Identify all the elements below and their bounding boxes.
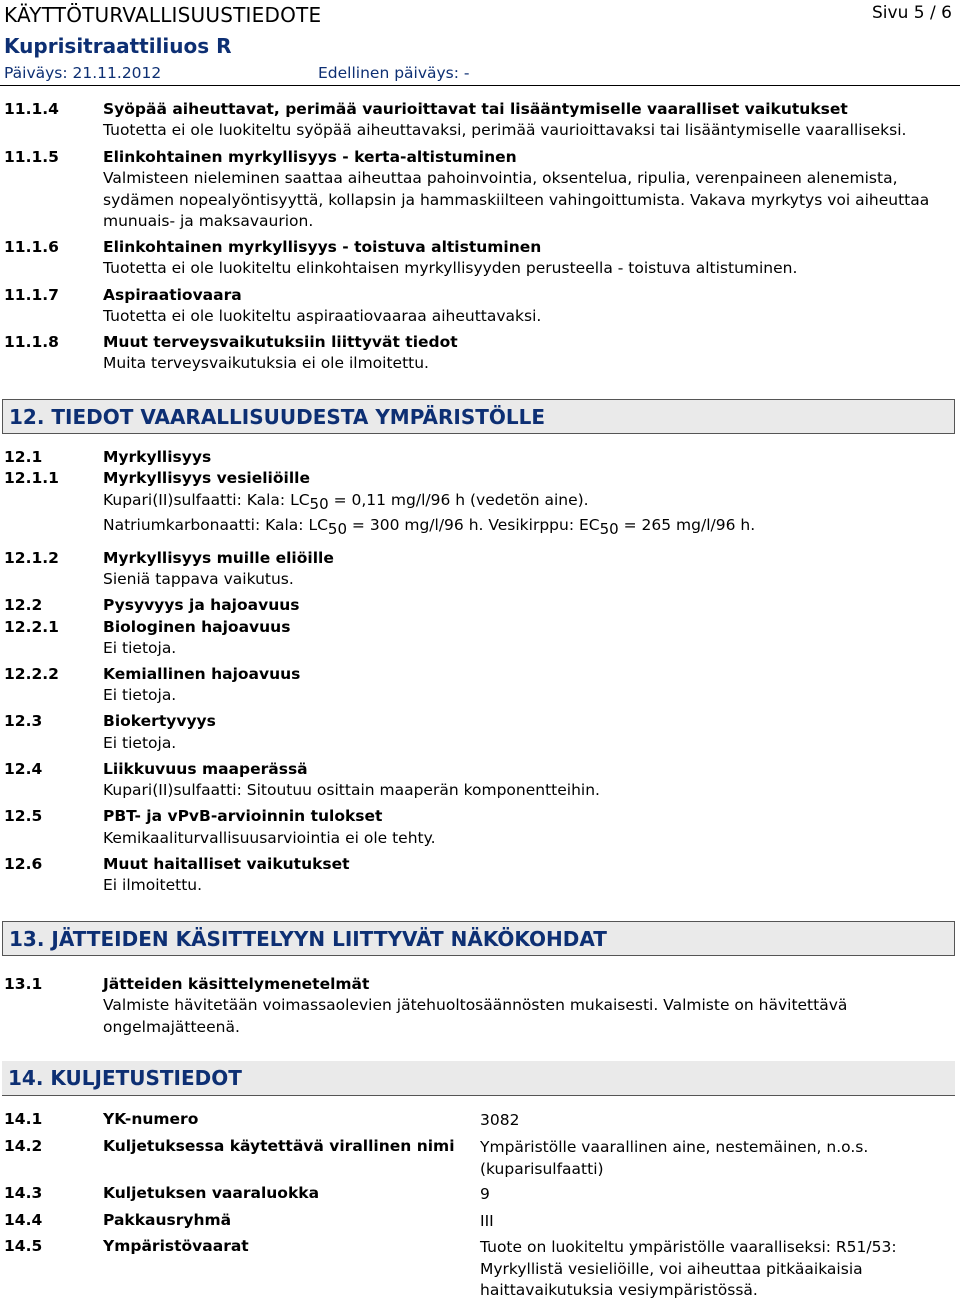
item-number: 12.1 [4,448,43,466]
product-name: Kuprisitraattiliuos R [4,34,232,58]
item-number: 12.2.1 [4,618,59,636]
item-title: Pysyvyys ja hajoavuus [103,596,300,614]
item-text: Ei tietoja. [103,686,177,704]
transport-row-number: 14.1 [4,1110,43,1128]
transport-row-number: 14.5 [4,1237,43,1255]
item-text: Tuotetta ei ole luokiteltu syöpää aiheuttavaksi, perimää vaurioittavaksi tai lisääntymiselle vaaralliseksi. [103,121,907,139]
transport-row-value: 3082 [480,1111,520,1129]
page-number: Sivu 5 / 6 [872,3,952,23]
transport-row-number: 14.3 [4,1184,43,1202]
section-12-heading: 12. TIEDOT VAARALLISUUDESTA YMPÄRISTÖLLE [2,399,955,434]
item-text: Tuotetta ei ole luokiteltu elinkohtaisen myrkyllisyyden perusteella - toistuva altistuminen. [103,259,798,277]
item-text: Ei tietoja. [103,639,177,657]
transport-row-label: Pakkausryhmä [103,1211,232,1229]
item-title: Jätteiden käsittelymenetelmät [103,975,370,993]
item-number: 12.2.2 [4,665,59,683]
item-text: Ei ilmoitettu. [103,876,203,894]
transport-row-label: Kuljetuksessa käytettävä virallinen nimi [103,1137,455,1155]
item-number: 11.1.4 [4,100,59,118]
item-text: Kemikaaliturvallisuusarviointia ei ole tehty. [103,829,436,847]
item-title: Muut terveysvaikutuksiin liittyvät tiedot [103,333,458,351]
toxicity-line-2: Natriumkarbonaatti: Kala: $LC_{50} = 300$ mg/l/96 h. Vesikirppu: $EC_{50} = 265$ mg/l/96 h. [103,516,756,538]
item-title: Kemiallinen hajoavuus [103,665,301,683]
section-13-heading: 13. JÄTTEIDEN KÄSITTELYYN LIITTYVÄT NÄKÖKOHDAT [2,921,955,956]
item-title: Myrkyllisyys vesieliöille [103,469,310,487]
previous-date: Edellinen päiväys: - [318,64,470,82]
item-number: 12.1.1 [4,469,59,487]
issue-date: Päiväys: 21.11.2012 [4,64,162,82]
transport-row-number: 14.2 [4,1137,43,1155]
item-number: 11.1.6 [4,238,59,256]
item-title: Myrkyllisyys [103,448,212,466]
item-text: Muita terveysvaikutuksia ei ole ilmoitettu. [103,354,429,372]
item-number: 12.1.2 [4,549,59,567]
item-title: Muut haitalliset vaikutukset [103,855,350,873]
item-text: Ei tietoja. [103,734,177,752]
item-title: Biologinen hajoavuus [103,618,291,636]
item-title: Elinkohtainen myrkyllisyys - toistuva altistuminen [103,238,542,256]
header-divider [0,85,960,86]
item-text: Tuotetta ei ole luokiteltu aspiraatiovaaraa aiheuttavaksi. [103,307,542,325]
item-number: 13.1 [4,975,43,993]
item-number: 12.2 [4,596,43,614]
item-title: Biokertyvyys [103,712,216,730]
transport-row-label: Kuljetuksen vaaraluokka [103,1184,320,1202]
transport-row-value: Ympäristölle vaarallinen aine, nestemäinen, n.o.s. (kuparisulfaatti) [480,1138,869,1178]
item-text: Sieniä tappava vaikutus. [103,570,294,588]
item-number: 12.5 [4,807,43,825]
transport-row-value: III [480,1212,494,1230]
item-number: 12.6 [4,855,43,873]
toxicity-line-1: Kupari(II)sulfaatti: Kala: $LC_{50} = 0,11$ mg/l/96 h (vedetön aine). [103,491,589,513]
item-title: Liikkuvuus maaperässä [103,760,308,778]
item-title: Myrkyllisyys muille eliöille [103,549,334,567]
transport-row-label: Ympäristövaarat [103,1237,249,1255]
item-number: 11.1.7 [4,286,59,304]
transport-row-value: Tuote on luokiteltu ympäristölle vaaralliseksi: R51/53: Myrkyllistä vesieliöille, voi aiheuttaa pitkäaikaisia haittavaikutuksia vesiympäristössä. [480,1238,897,1299]
item-number: 12.3 [4,712,43,730]
item-text: Valmiste hävitetään voimassaolevien jätehuoltosäännösten mukaisesti. Valmiste on hävitettävä ongelmajätteenä. [103,996,848,1036]
item-number: 12.4 [4,760,43,778]
item-title: Syöpää aiheuttavat, perimää vaurioittavat tai lisääntymiselle vaaralliset vaikutukset [103,100,848,118]
item-number: 11.1.5 [4,148,59,166]
item-title: Elinkohtainen myrkyllisyys - kerta-altistuminen [103,148,517,166]
transport-row-label: YK-numero [103,1110,199,1128]
item-title: Aspiraatiovaara [103,286,242,304]
item-title: PBT- ja vPvB-arvioinnin tulokset [103,807,383,825]
item-text: Valmisteen nieleminen saattaa aiheuttaa pahoinvointia, oksentelua, ripulia, verenpaineen alenemista, sydämen nopealyöntisyyttä, kollapsin ja hammaskiilteen vahingoittumista. Vakava myrkytys voi aiheuttaa munuais- ja maksavaurion. [103,169,930,230]
transport-row-value: 9 [480,1185,490,1203]
item-number: 11.1.8 [4,333,59,351]
document-title: KÄYTTÖTURVALLISUUSTIEDOTE [4,3,322,27]
item-text: Kupari(II)sulfaatti: Sitoutuu osittain maaperän komponentteihin. [103,781,600,799]
section-14-heading: 14. KULJETUSTIEDOT [2,1061,955,1096]
transport-row-number: 14.4 [4,1211,43,1229]
